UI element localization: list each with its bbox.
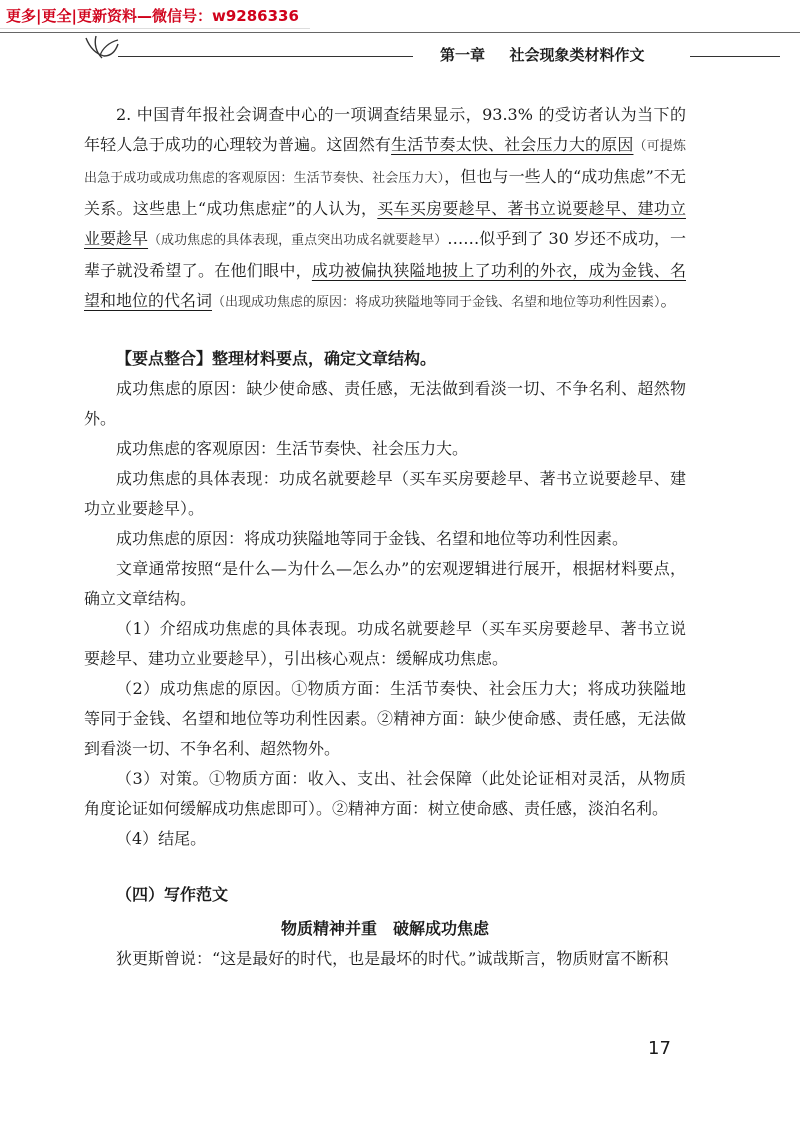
structure-item: （3）对策。①物质方面：收入、支出、社会保障（此处论证相对灵活，从物质角度论证如何缓解成功焦虑即可）。②精神方面：树立使命感、责任感，淡泊名利。 — [84, 769, 686, 818]
page-body — [84, 100, 686, 974]
underlined-phrase: 买车买房要趁早、著书立说要趁早、建功立业要趁早 — [84, 199, 686, 248]
summary-line: 成功焦虑的具体表现：功成名就要趁早（买车买房要趁早、著书立说要趁早、建功立业要趁早）。 — [84, 469, 686, 518]
annotation-note: （成功焦虑的具体表现，重点突出功成名就要趁早） — [148, 233, 448, 248]
text-run: ，但也与一些人的“成功焦虑”不无关系。这些患上“成功焦虑症”的人认为， — [84, 167, 686, 218]
page-number: 17 — [648, 1038, 671, 1059]
section-heading: （四）写作范文 — [116, 885, 229, 904]
annotation-note: （可提炼出急于成功或成功焦虑的客观原因：生活节奏快、社会压力大） — [84, 139, 686, 186]
leaf-ornament-icon — [80, 34, 120, 64]
summary-line: 成功焦虑的原因：将成功狭隘地等同于金钱、名望和地位等功利性因素。 — [116, 529, 629, 548]
structure-item: （4）结尾。 — [116, 829, 207, 848]
text-run: 2. 中国青年报社会调查中心的一项调查结果显示，93.3% 的受访者认为当下的年轻人急于成功的心理较为普遍。这固然有 — [84, 105, 686, 154]
text-run: 。 — [660, 291, 677, 310]
essay-title: 物质精神并重 破解成功焦虑 — [280, 919, 489, 938]
header-rule-left — [118, 56, 413, 57]
structure-item: （1）介绍成功焦虑的具体表现。功成名就要趁早（买车买房要趁早、著书立说要趁早、建功立业要趁早），引出核心观点：缓解成功焦虑。 — [84, 619, 686, 668]
text-run: ……似乎到了 30 岁还不成功，一辈子就没希望了。在他们眼中， — [84, 229, 686, 280]
essay-first-line: 狄更斯曾说：“这是最好的时代，也是最坏的时代。”诚哉斯言，物质财富不断积 — [116, 949, 669, 968]
summary-label: 【要点整合】 — [116, 349, 213, 368]
underlined-phrase: 生活节奏太快、社会压力大的原因 — [391, 135, 634, 154]
watermark-text: 更多|更全|更新资料—微信号：w9286336 — [6, 7, 299, 25]
material-paragraph — [84, 100, 686, 318]
chapter-label: 第一章 — [440, 46, 486, 64]
watermark-banner — [0, 0, 310, 29]
top-rule — [0, 32, 800, 33]
structure-item: （2）成功焦虑的原因。①物质方面：生活节奏快、社会压力大；将成功狭隘地等同于金钱、名望和地位等功利性因素。②精神方面：缺少使命感、责任感，无法做到看淡一切、不争名利、超然物外。 — [84, 679, 686, 758]
annotation-note: （出现成功焦虑的原因：将成功狭隘地等同于金钱、名望和地位等功利性因素） — [212, 295, 661, 310]
header-rule-right — [690, 56, 780, 57]
running-header — [440, 44, 645, 65]
summary-line: 成功焦虑的原因：缺少使命感、责任感，无法做到看淡一切、不争名利、超然物外。 — [84, 379, 686, 428]
summary-line: 文章通常按照“是什么—为什么—怎么办”的宏观逻辑进行展开，根据材料要点，确立文章结构。 — [84, 559, 686, 608]
chapter-title: 社会现象类材料作文 — [509, 46, 645, 64]
summary-heading — [84, 344, 686, 374]
summary-title: 整理材料要点，确定文章结构。 — [212, 349, 437, 368]
underlined-phrase: 成功被偏执狭隘地披上了功利的外衣，成为金钱、名望和地位的代名词 — [84, 261, 686, 310]
summary-line: 成功焦虑的客观原因：生活节奏快、社会压力大。 — [116, 439, 469, 458]
